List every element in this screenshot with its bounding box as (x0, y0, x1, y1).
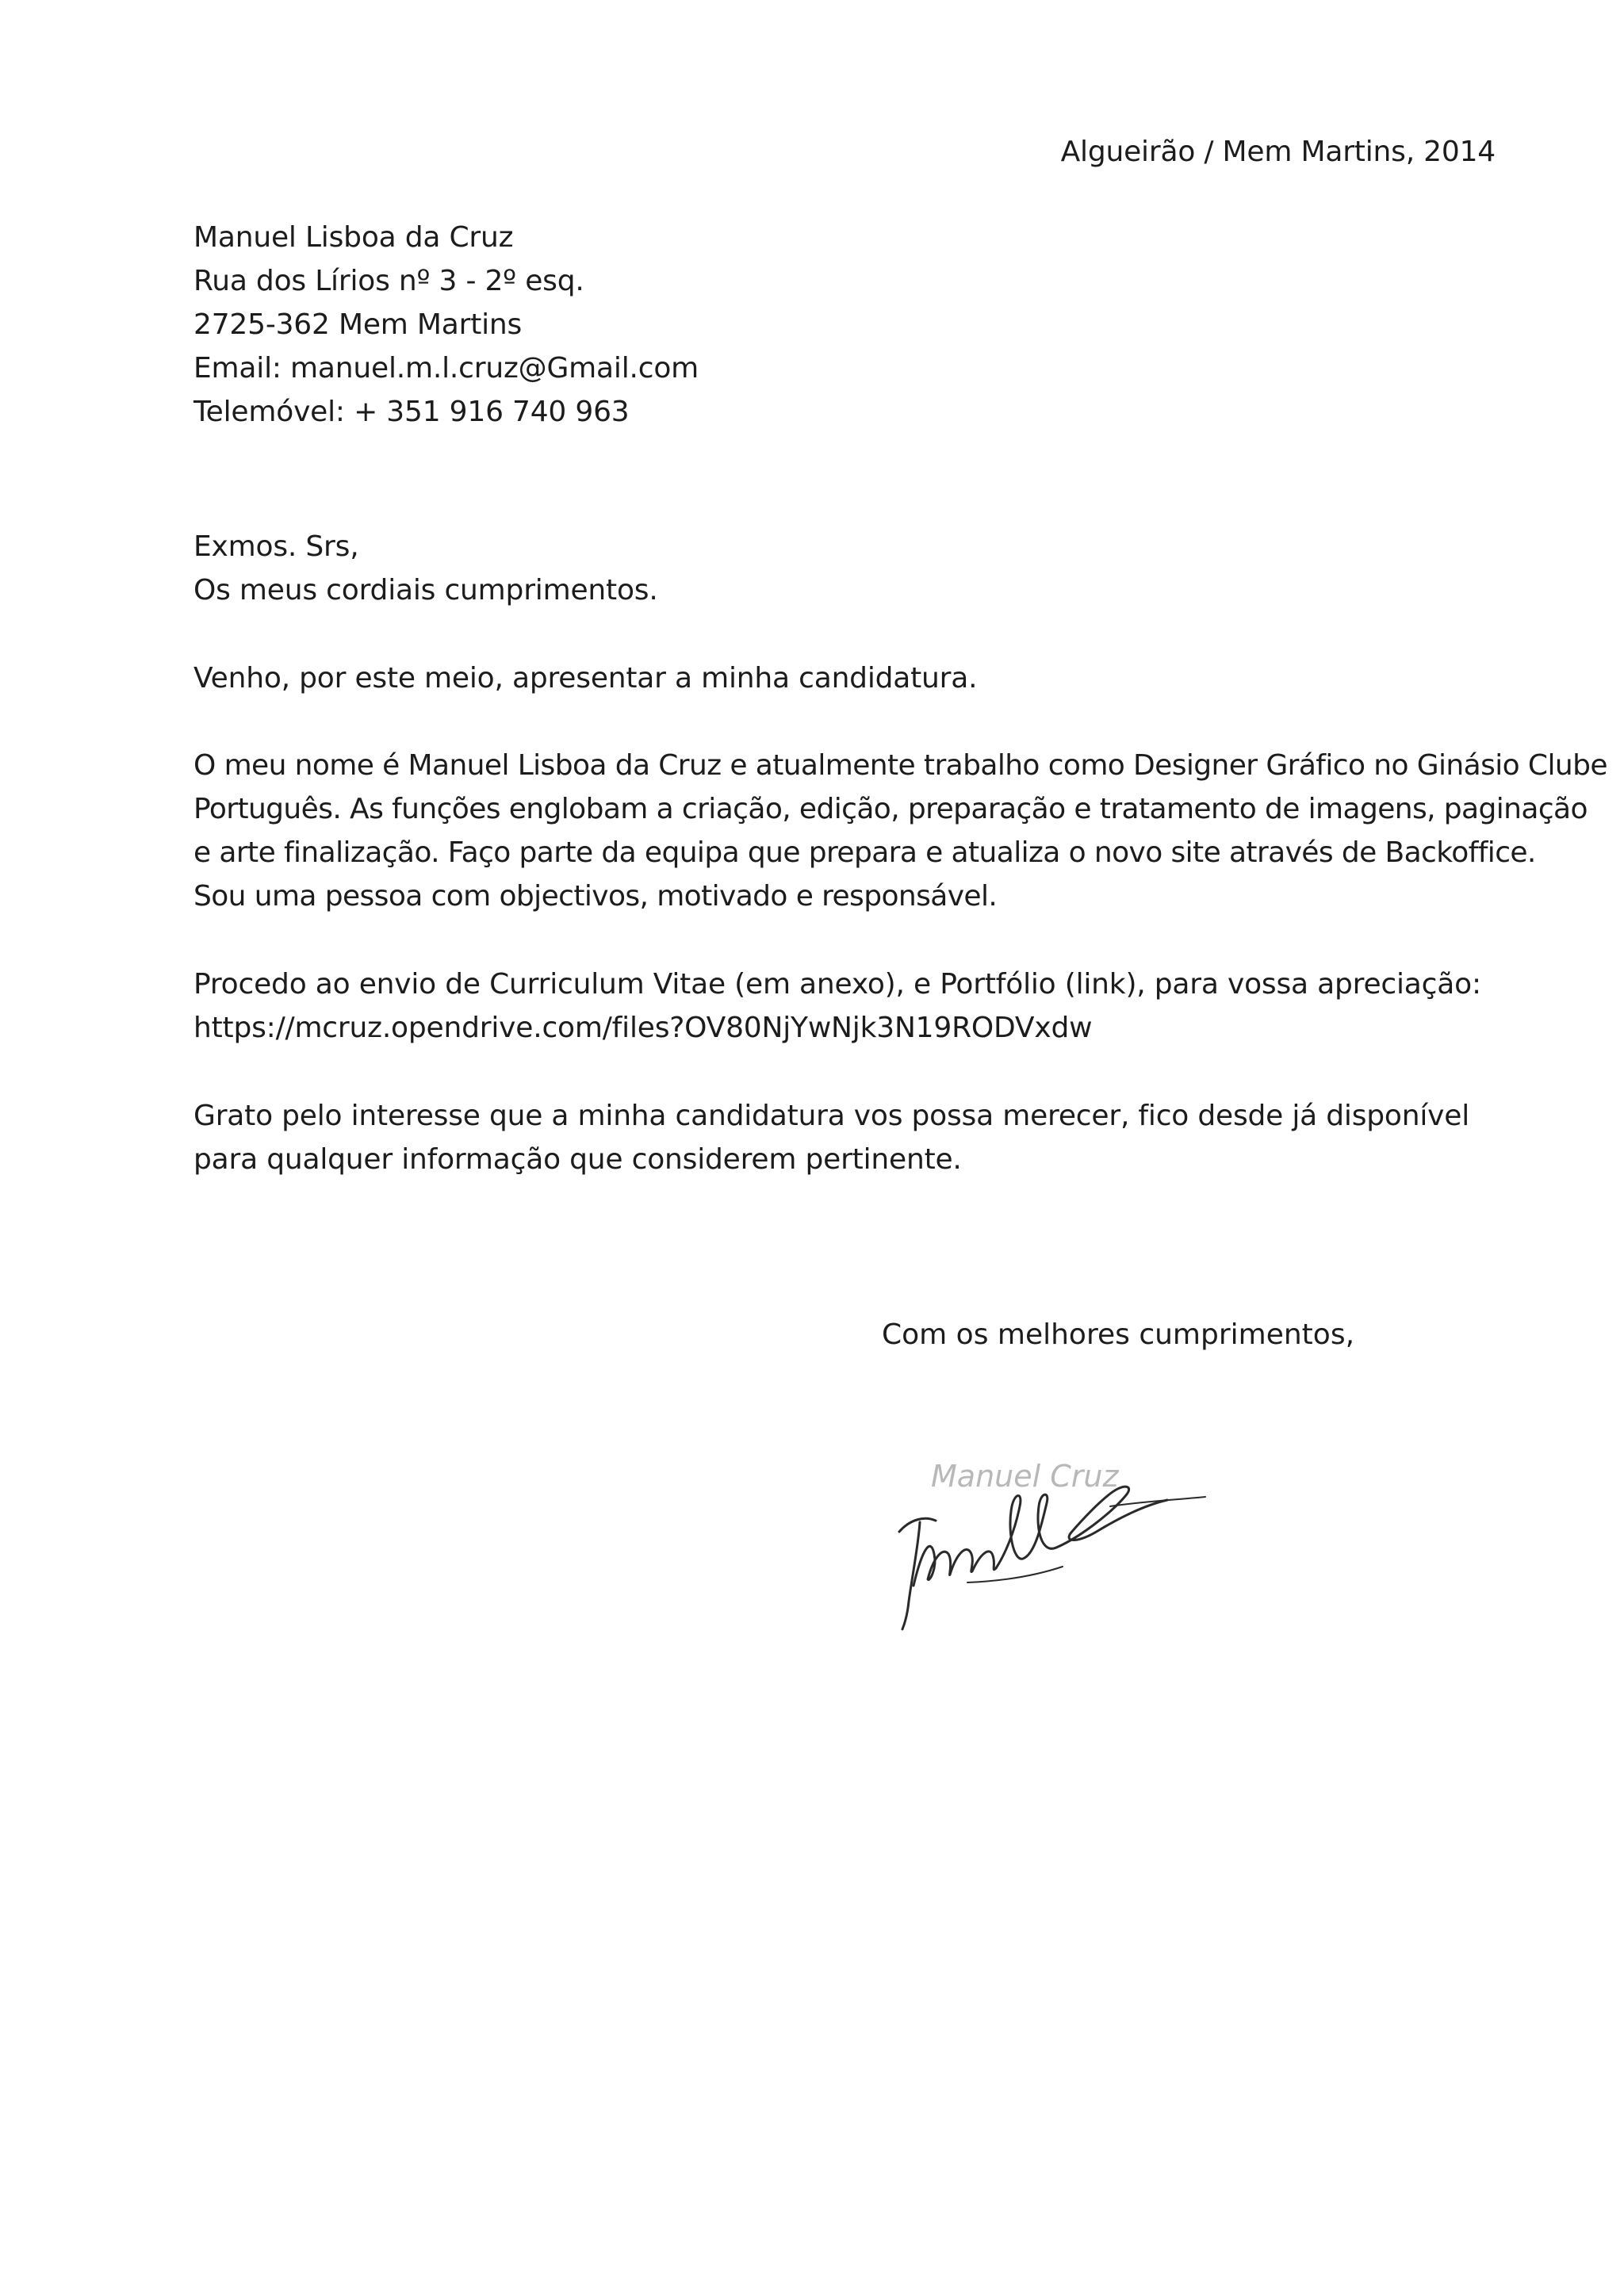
valediction: Com os melhores cumprimentos, (882, 1318, 1355, 1351)
closing-paragraph (193, 1094, 1469, 1181)
body-paragraph (193, 744, 1607, 918)
sender-block (193, 216, 699, 434)
portfolio-link[interactable]: https://mcruz.opendrive.com/files?OV80NjYwNjk3N19RODVxdw (193, 1012, 1093, 1044)
signature-scribble-icon (872, 1427, 1253, 1649)
sender-address: Rua dos Lírios nº 3 - 2º esq. (193, 265, 584, 297)
body-line-3: e arte finalização. Faço parte da equipa que prepara e atualiza o novo site através de Backoffice. (193, 836, 1536, 869)
attachment-paragraph (193, 962, 1481, 1050)
closing-line-2: para qualquer informação que considerem pertinente. (193, 1143, 962, 1176)
body-line-1: O meu nome é Manuel Lisboa da Cruz e atualmente trabalho como Designer Gráfico no Ginásio Clube (193, 749, 1607, 782)
salutation-line-2: Os meus cordiais cumprimentos. (193, 574, 658, 607)
sender-phone: Telemóvel: + 351 916 740 963 (193, 396, 630, 428)
date-line: Algueirão / Mem Martins, 2014 (1060, 136, 1496, 168)
body-line-4: Sou uma pessoa com objectivos, motivado e responsável. (193, 880, 998, 913)
signature-printed-name: Manuel Cruz (931, 1459, 1119, 1494)
salutation-block (193, 525, 658, 612)
salutation-line-1: Exmos. Srs, (193, 530, 359, 563)
signature (872, 1427, 1253, 1649)
sender-postal: 2725-362 Mem Martins (193, 308, 523, 341)
body-line-2: Português. As funções englobam a criação, edição, preparação e tratamento de imagens, paginação (193, 793, 1588, 825)
sender-email: Email: manuel.m.l.cruz@Gmail.com (193, 352, 699, 385)
intro-paragraph (193, 656, 977, 700)
sender-name: Manuel Lisboa da Cruz (193, 221, 514, 254)
attachment-line-1: Procedo ao envio de Curriculum Vitae (em anexo), e Portfólio (link), para vossa apreciação: (193, 968, 1481, 1001)
closing-line-1: Grato pelo interesse que a minha candidatura vos possa merecer, fico desde já disponível (193, 1100, 1470, 1132)
intro-line: Venho, por este meio, apresentar a minha candidatura. (193, 662, 978, 695)
